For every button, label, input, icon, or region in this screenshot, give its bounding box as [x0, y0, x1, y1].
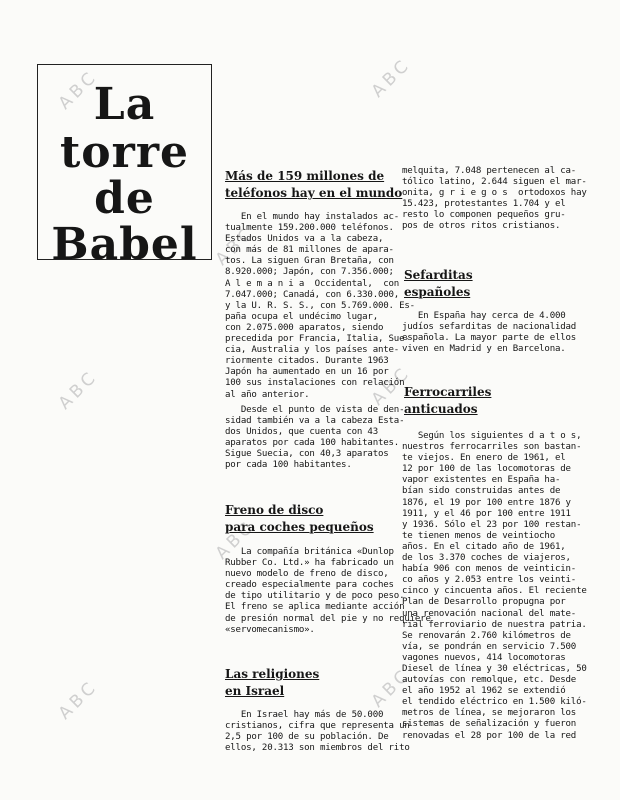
heading-freno: Freno de disco para coches pequeños	[225, 503, 374, 534]
watermark-abc: ABC	[54, 676, 103, 724]
paragraph-ferrocarriles: Según los siguientes d a t o s, nuestros ferrocarriles son bastan- te viejos. En enero de 1961, el 12 por 100 de las locomotoras de vapor existentes en España ha- bían sido construidas antes de 1876, el 19 por 100 entre 1876 y 1911, y el 46 por 100 entre 1911 y 1936. Sólo el 23 por 100 restan- te tienen menos de veintiocho años. En el citado año de 1961, de los 3.370 coches de viajeros, había 906 con menos de veinticin- co años y 2.053 entre los veinti- cinco y cincuenta años. El reciente Plan de Desarrollo propugna por una renovación nacional del mate- rial ferroviario de nuestra patria. Se renovarán 2.760 kilómetros de vía, se pondrán en servicio 7.500 vagones nuevos, 414 locomotoras Diesel de línea y 30 eléctricas, 50 autovías con remolque, etc. Desde el año 1952 al 1962 se extendió el tendido eléctrico en 1.500 kiló- metros de línea, se mejoraron los sistemas de señalización y fueron renovadas el 28 por 100 de la red	[402, 431, 587, 741]
watermark-abc: ABC	[367, 54, 416, 102]
title-line: La	[93, 79, 156, 130]
paragraph-religiones-cont: melquita, 7.048 pertenecen al ca- tólico latino, 2.644 siguen el mar- onita, g r i e g o s ortodoxos hay 15.423, protestantes 1.704 y el resto lo componen pequeños gru- pos de otros ritos cristianos.	[402, 166, 587, 232]
heading-ferrocarriles: Ferrocarriles anticuados	[404, 385, 492, 416]
watermark-abc: ABC	[367, 664, 416, 712]
watermark-abc: ABC	[211, 516, 260, 564]
title-line: de	[94, 173, 155, 224]
paragraph-telefonos-1: En el mundo hay instalados ac- tualmente 159.200.000 teléfonos. Estados Unidos va a la cabeza, con más de 81 millones de apara- tos. La siguen Gran Bretaña, con 8.920.000; Japón, con 7.356.000; A l e m a n i a Occidental, con 7.047.000; Canadá, con 6.330.000, y la U. R. S. S., con 5.769.000. Es- paña ocupa el undécimo lugar, con 2.075.000 aparatos, siendo precedida por Francia, Italia, Sue- cia, Australia y los países ante- riormente citados. Durante 1963 Japón ha aumentado en un 16 por 100 sus instalaciones con relación al año anterior.	[225, 212, 415, 400]
paragraph-religiones: En Israel hay más de 50.000 cristianos, cifra que representa un 2,5 por 100 de su población. De ellos, 20.313 son miembros del rito	[225, 710, 410, 754]
title-line: Babel	[51, 219, 198, 270]
paragraph-freno: La compañía británica «Dunlop Rubber Co. Ltd.» ha fabricado un nuevo modelo de freno de disco, creado especialmente para coches de tipo utilitario y de poco peso. El freno se aplica mediante acción de presión normal del pie y no requiere «servomecanismo».	[225, 547, 431, 635]
watermark-abc: ABC	[367, 362, 416, 410]
heading-telefonos: Más de 159 millones de teléfonos hay en el mundo	[225, 169, 403, 200]
title-line: torre	[59, 127, 190, 178]
heading-sefarditas: Sefarditas españoles	[404, 268, 473, 299]
watermark-abc: ABC	[54, 366, 103, 414]
title-box	[37, 64, 212, 270]
paragraph-sefarditas: En España hay cerca de 4.000 judíos sefarditas de nacionalidad española. La mayor parte de ellos viven en Madrid y en Barcelona.	[402, 311, 577, 355]
watermark-abc: ABC	[211, 222, 260, 270]
watermark-abc: ABC	[54, 66, 103, 114]
paragraph-telefonos-2: Desde el punto de vista de den- sidad también va a la cabeza Esta- dos Unidos, que cuenta con 43 aparatos por cada 100 habitantes. Sigue Suecia, con 40,3 aparatos por cada 100 habitantes.	[225, 405, 405, 471]
heading-religiones: Las religiones en Israel	[225, 667, 320, 698]
